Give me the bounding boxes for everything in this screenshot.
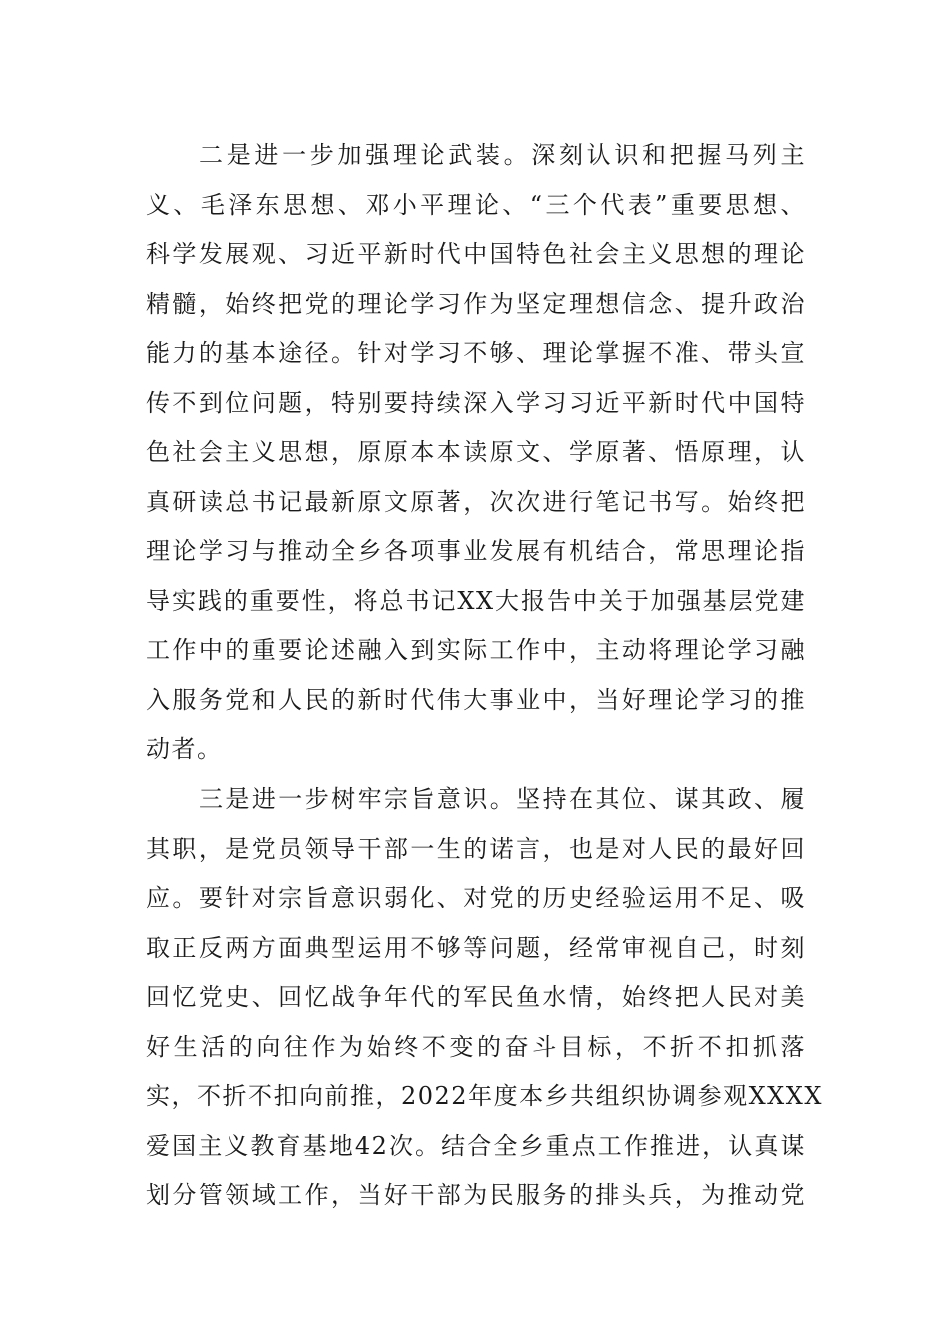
text-line: 精髓，始终把党的理论学习作为坚定理想信念、提升政治 (146, 289, 806, 318)
text-line: 取正反两方面典型运用不够等问题，经常审视自己，时刻 (146, 933, 806, 962)
text-line: 三是进一步树牢宗旨意识。坚持在其位、谋其政、履 (199, 785, 806, 813)
text-line: 色社会主义思想，原原本本读原文、学原著、悟原理，认 (146, 438, 806, 466)
text-line: 导实践的重要性，将总书记XX大报告中关于加强基层党建 (146, 586, 806, 615)
text-line: 动者。 (146, 735, 223, 763)
text-line: 爱国主义教育基地42次。结合全乡重点工作推进，认真谋 (146, 1131, 806, 1160)
text-line: 传不到位问题，特别要持续深入学习习近平新时代中国特 (146, 388, 806, 417)
text-line: 义、毛泽东思想、邓小平理论、“三个代表”重要思想、 (146, 190, 806, 219)
text-line: 理论学习与推动全乡各项事业发展有机结合，常思理论指 (146, 537, 806, 565)
paragraph-purpose-awareness (146, 775, 823, 1221)
text-line: 二是进一步加强理论武装。深刻认识和把握马列主 (199, 141, 806, 169)
paragraph-theory-study (146, 131, 806, 775)
text-line: 好生活的向往作为始终不变的奋斗目标，不折不扣抓落 (146, 1032, 806, 1061)
text-line: 划分管领域工作，当好干部为民服务的排头兵，为推动党 (146, 1181, 806, 1209)
text-line: 其职，是党员领导干部一生的诺言，也是对人民的最好回 (146, 834, 806, 863)
text-line: 工作中的重要论述融入到实际工作中，主动将理论学习融 (146, 636, 806, 664)
text-line: 实，不折不扣向前推，2022年度本乡共组织协调参观XXXX (146, 1082, 823, 1110)
text-line: 能力的基本途径。针对学习不够、理论掌握不准、带头宣 (146, 339, 806, 367)
text-line: 应。要针对宗旨意识弱化、对党的历史经验运用不足、吸 (146, 884, 806, 912)
text-line: 入服务党和人民的新时代伟大事业中，当好理论学习的推 (146, 685, 806, 714)
text-line: 回忆党史、回忆战争年代的军民鱼水情，始终把人民对美 (146, 983, 806, 1011)
text-line: 真研读总书记最新原文原著，次次进行笔记书写。始终把 (146, 487, 806, 516)
text-line: 科学发展观、习近平新时代中国特色社会主义思想的理论 (146, 240, 806, 268)
